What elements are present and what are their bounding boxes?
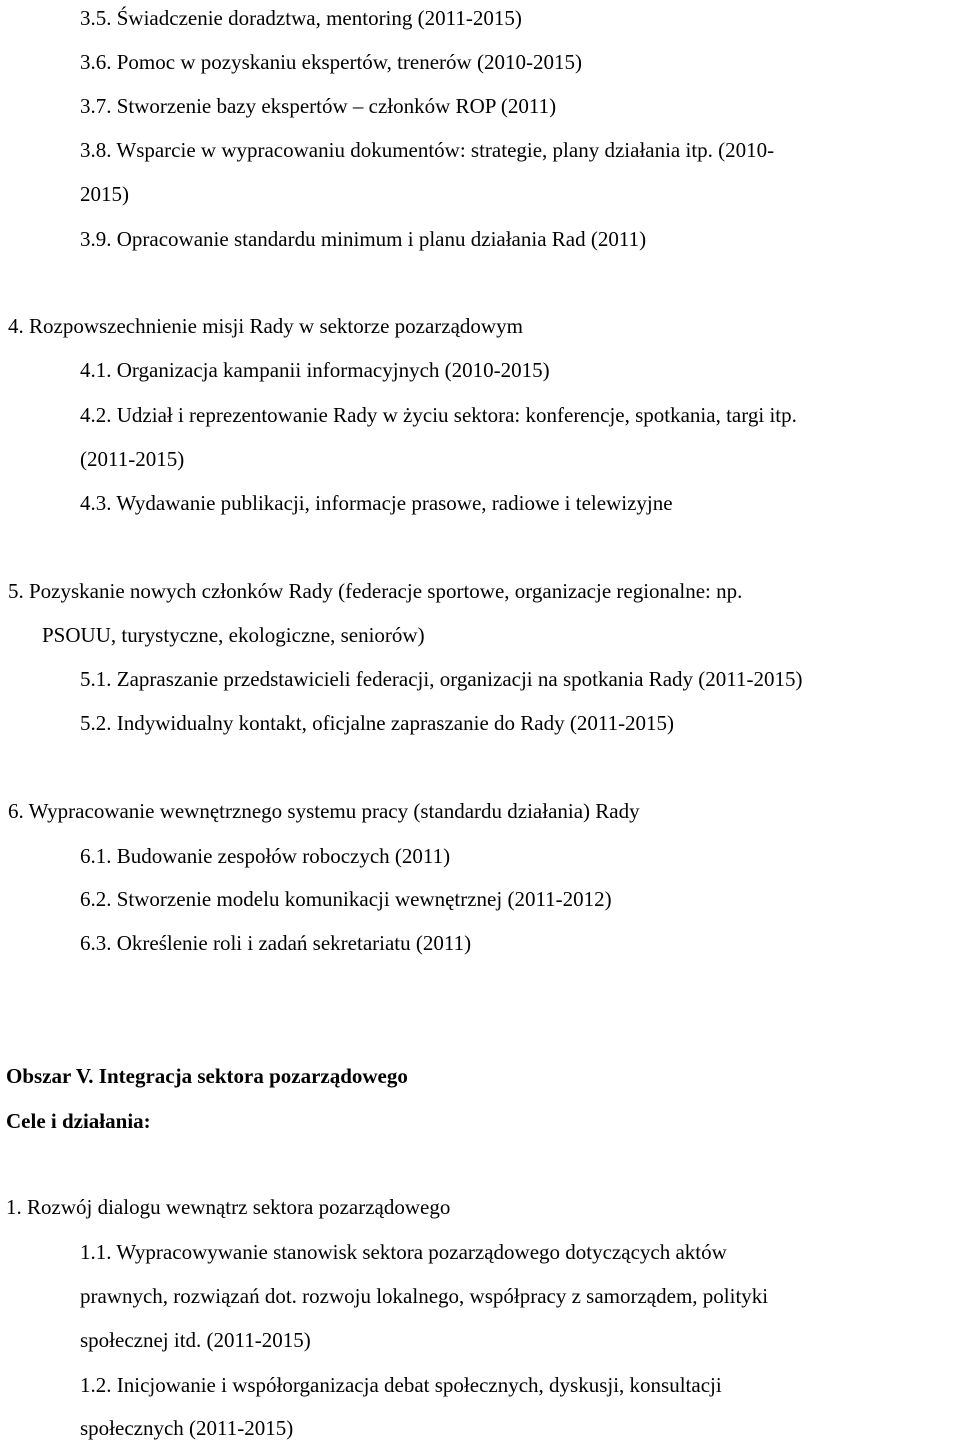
- section-heading-1: 1. Rozwój dialogu wewnątrz sektora pozarządowego: [6, 1195, 451, 1219]
- list-item-1-2-continued: społecznych (2011-2015): [80, 1416, 294, 1440]
- section-heading-6: 6. Wypracowanie wewnętrznego systemu pracy (standardu działania) Rady: [8, 799, 640, 823]
- list-item-3-6: 3.6. Pomoc w pozyskaniu ekspertów, trenerów (2010-2015): [80, 50, 582, 74]
- goals-heading: Cele i działania:: [6, 1109, 151, 1133]
- list-item-1-2: 1.2. Inicjowanie i współorganizacja debat społecznych, dyskusji, konsultacji: [80, 1373, 722, 1397]
- list-item-6-3: 6.3. Określenie roli i zadań sekretariatu (2011): [80, 931, 472, 955]
- list-item-3-8: 3.8. Wsparcie w wypracowaniu dokumentów: strategie, plany działania itp. (2010-: [80, 138, 775, 162]
- list-item-3-9: 3.9. Opracowanie standardu minimum i planu działania Rad (2011): [80, 227, 647, 251]
- list-item-5-2: 5.2. Indywidualny kontakt, oficjalne zapraszanie do Rady (2011-2015): [80, 711, 675, 735]
- list-item-6-1: 6.1. Budowanie zespołów roboczych (2011): [80, 844, 451, 868]
- area-heading: Obszar V. Integracja sektora pozarządowego: [6, 1064, 408, 1088]
- list-item-5-1: 5.1. Zapraszanie przedstawicieli federacji, organizacji na spotkania Rady (2011-2015): [80, 667, 803, 691]
- section-heading-5-continued: PSOUU, turystyczne, ekologiczne, seniorów): [42, 623, 425, 647]
- list-item-3-5: 3.5. Świadczenie doradztwa, mentoring (2011-2015): [80, 6, 522, 30]
- list-item-4-2: 4.2. Udział i reprezentowanie Rady w życiu sektora: konferencje, spotkania, targi itp.: [80, 403, 797, 427]
- list-item-1-1-continued-b: społecznej itd. (2011-2015): [80, 1328, 311, 1352]
- list-item-6-2: 6.2. Stworzenie modelu komunikacji wewnętrznej (2011-2012): [80, 887, 612, 911]
- list-item-4-1: 4.1. Organizacja kampanii informacyjnych (2010-2015): [80, 358, 550, 382]
- list-item-3-7: 3.7. Stworzenie bazy ekspertów – członków ROP (2011): [80, 94, 557, 118]
- list-item-1-1-continued-a: prawnych, rozwiązań dot. rozwoju lokalnego, współpracy z samorządem, polityki: [80, 1284, 769, 1308]
- list-item-4-2-continued: (2011-2015): [80, 447, 185, 471]
- list-item-3-8-continued: 2015): [80, 182, 129, 206]
- list-item-1-1: 1.1. Wypracowywanie stanowisk sektora pozarządowego dotyczących aktów: [80, 1240, 727, 1264]
- list-item-4-3: 4.3. Wydawanie publikacji, informacje prasowe, radiowe i telewizyjne: [80, 491, 673, 515]
- section-heading-5: 5. Pozyskanie nowych członków Rady (federacje sportowe, organizacje regionalne: np.: [8, 579, 743, 603]
- section-heading-4: 4. Rozpowszechnienie misji Rady w sektorze pozarządowym: [8, 314, 523, 338]
